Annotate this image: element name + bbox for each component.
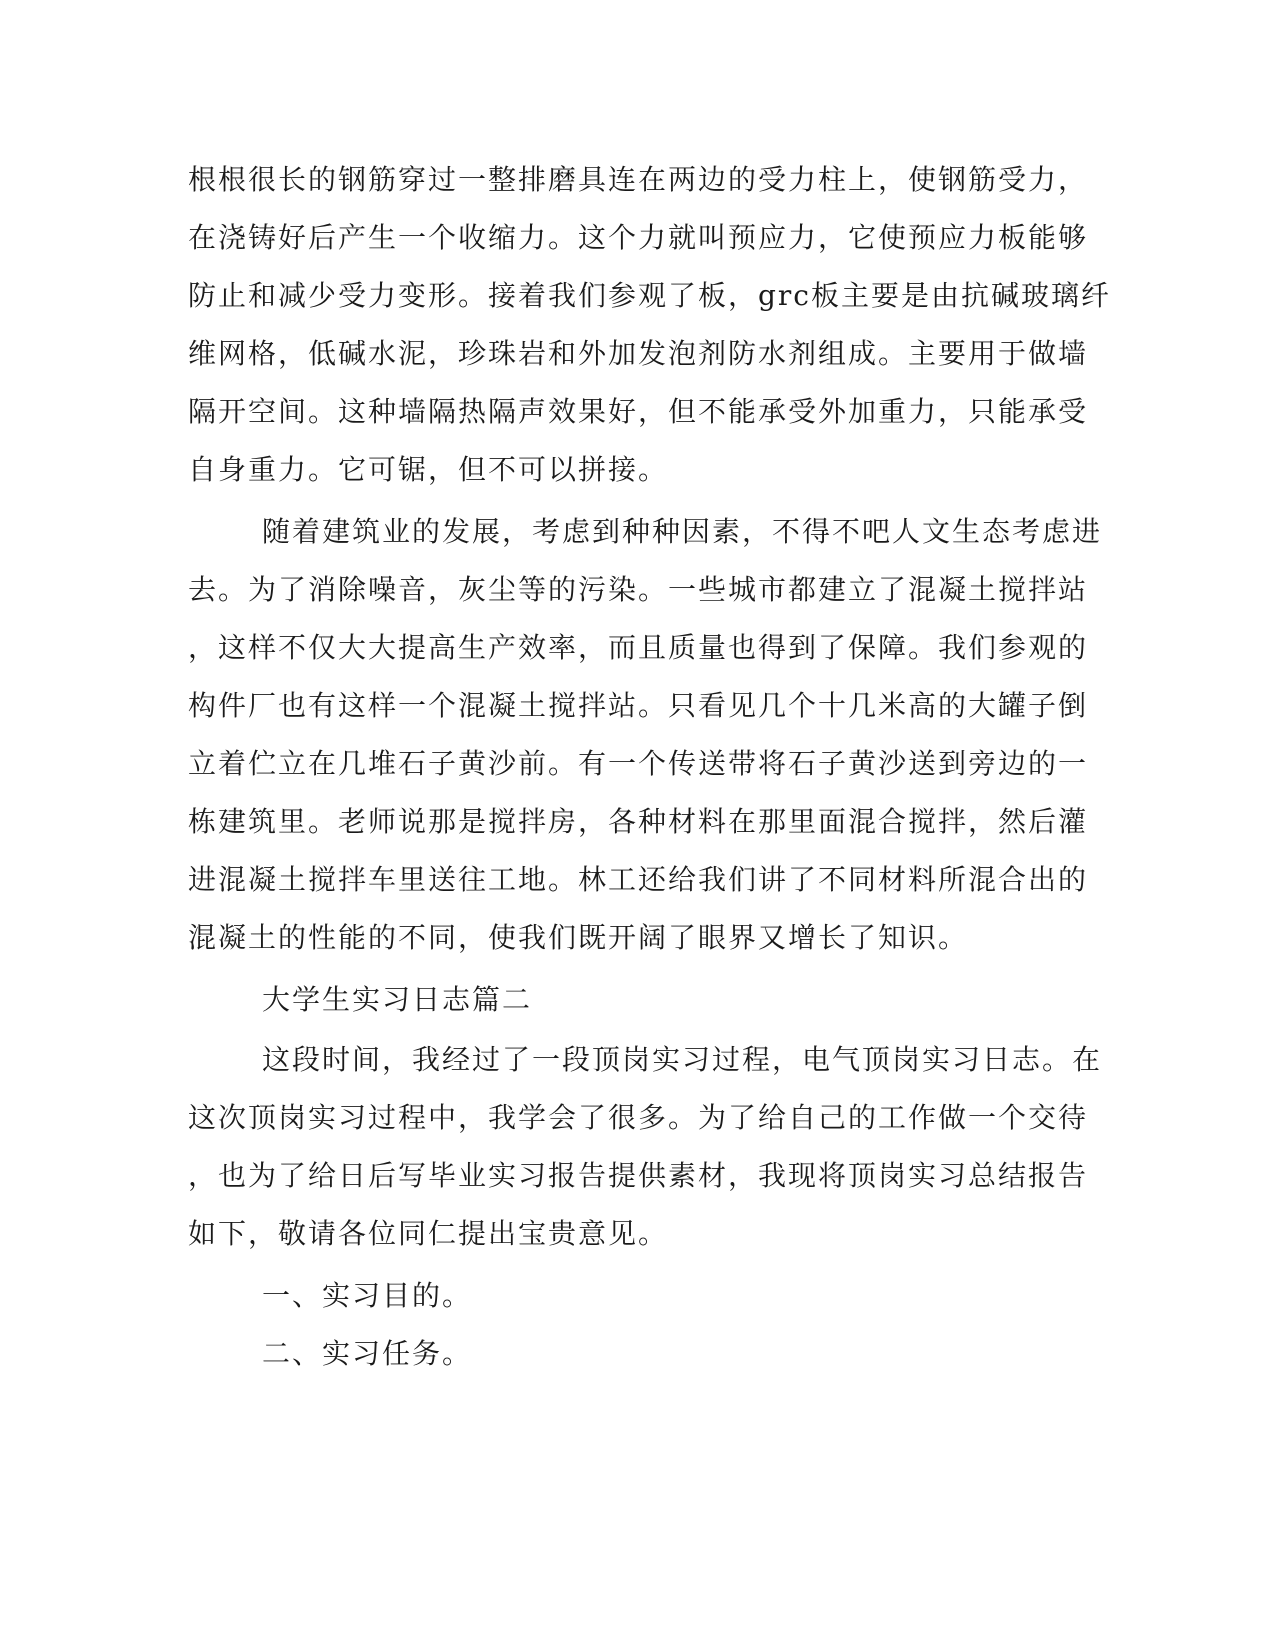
- section-heading: 大学生实习日志篇二: [262, 983, 533, 1016]
- paragraph-first-line: 这段时间，我经过了一段顶岗实习过程，电气顶岗实习日志。在: [262, 1043, 1103, 1076]
- text-line: 栋建筑里。老师说那是搅拌房，各种材料在那里面混合搅拌，然后灌: [188, 805, 1089, 838]
- list-item: 一、实习目的。: [262, 1279, 473, 1312]
- text-line: 防止和减少受力变形。接着我们参观了板，grc板主要是由抗碱玻璃纤: [188, 279, 1111, 312]
- text-line: 去。为了消除噪音，灰尘等的污染。一些城市都建立了混凝土搅拌站: [188, 573, 1089, 606]
- text-line: 这次顶岗实习过程中，我学会了很多。为了给自己的工作做一个交待: [188, 1101, 1089, 1134]
- text-line: 自身重力。它可锯，但不可以拼接。: [188, 453, 669, 486]
- text-line: 构件厂也有这样一个混凝土搅拌站。只看见几个十几米高的大罐子倒: [188, 689, 1089, 722]
- text-line: 立着伫立在几堆石子黄沙前。有一个传送带将石子黄沙送到旁边的一: [188, 747, 1089, 780]
- text-line: 如下，敬请各位同仁提出宝贵意见。: [188, 1217, 669, 1250]
- text-line: 维网格，低碱水泥，珍珠岩和外加发泡剂防水剂组成。主要用于做墙: [188, 337, 1089, 370]
- list-item: 二、实习任务。: [262, 1337, 473, 1370]
- text-line: 隔开空间。这种墙隔热隔声效果好，但不能承受外加重力，只能承受: [188, 395, 1089, 428]
- text-line: 在浇铸好后产生一个收缩力。这个力就叫预应力，它使预应力板能够: [188, 221, 1089, 254]
- text-line: 混凝土的性能的不同，使我们既开阔了眼界又增长了知识。: [188, 921, 969, 954]
- text-line: ，也为了给日后写毕业实习报告提供素材，我现将顶岗实习总结报告: [188, 1159, 1089, 1192]
- text-line: 根根很长的钢筋穿过一整排磨具连在两边的受力柱上，使钢筋受力，: [188, 163, 1089, 196]
- paragraph-first-line: 随着建筑业的发展，考虑到种种因素，不得不吧人文生态考虑进: [262, 515, 1103, 548]
- text-line: 进混凝土搅拌车里送往工地。林工还给我们讲了不同材料所混合出的: [188, 863, 1089, 896]
- text-line: ，这样不仅大大提高生产效率，而且质量也得到了保障。我们参观的: [188, 631, 1089, 664]
